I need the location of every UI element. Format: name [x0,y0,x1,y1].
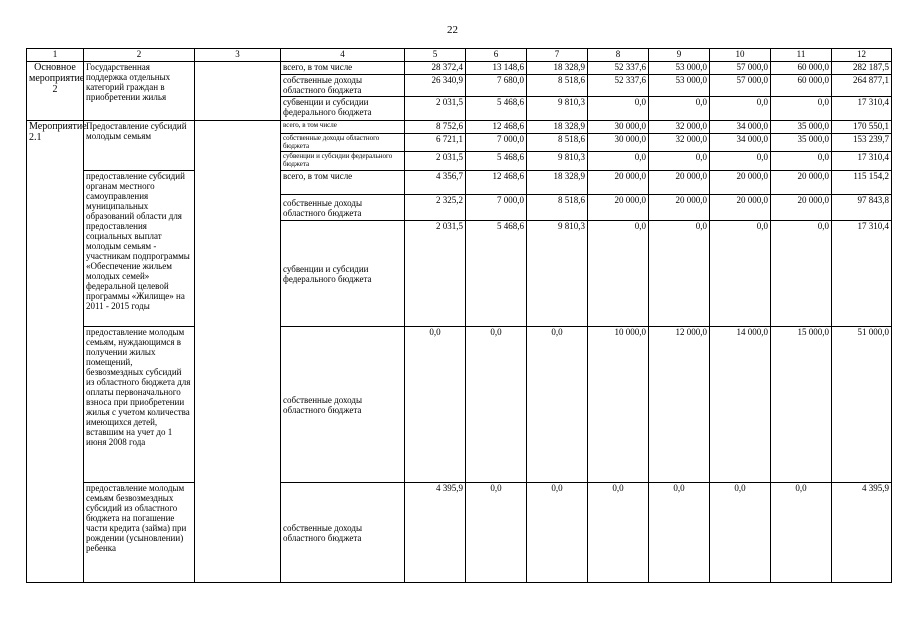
value-cell: 4 356,7 [405,171,466,195]
value-cell: 0,0 [771,221,832,327]
value-cell: 0,0 [710,97,771,121]
value-cell: 17 310,4 [832,97,892,121]
value-cell: 34 000,0 [710,121,771,134]
empty-cell [195,62,281,121]
column-header: 4 [281,49,405,62]
funding-source: собственные доходы областного бюджета [281,195,405,221]
value-cell: 0,0 [588,483,649,583]
funding-source: всего, в том числе [281,171,405,195]
event-description: Государственная поддержка отдельных категорий граждан в приобретении жилья [84,62,195,121]
value-cell: 18 328,9 [527,121,588,134]
value-cell: 57 000,0 [710,75,771,97]
value-cell: 170 550,1 [832,121,892,134]
value-cell: 20 000,0 [649,195,710,221]
value-cell: 20 000,0 [649,171,710,195]
value-cell: 60 000,0 [771,62,832,75]
value-cell: 4 395,9 [832,483,892,583]
value-cell: 0,0 [771,483,832,583]
value-cell: 35 000,0 [771,134,832,152]
value-cell: 52 337,6 [588,75,649,97]
value-cell: 2 031,5 [405,221,466,327]
funding-source: субвенции и субсидии федерального бюджета [281,221,405,327]
value-cell: 10 000,0 [588,327,649,483]
value-cell: 32 000,0 [649,134,710,152]
value-cell: 20 000,0 [710,195,771,221]
value-cell: 15 000,0 [771,327,832,483]
table-row [27,121,892,134]
value-cell: 0,0 [588,221,649,327]
value-cell: 53 000,0 [649,75,710,97]
value-cell: 9 810,3 [527,97,588,121]
value-cell: 35 000,0 [771,121,832,134]
value-cell: 12 000,0 [649,327,710,483]
value-cell: 97 843,8 [832,195,892,221]
value-cell: 30 000,0 [588,121,649,134]
value-cell: 6 721,1 [405,134,466,152]
column-header: 5 [405,49,466,62]
event-description: Предоставление субсидий молодым семьям [84,121,195,171]
column-header: 2 [84,49,195,62]
value-cell: 20 000,0 [588,171,649,195]
value-cell: 20 000,0 [771,171,832,195]
column-header: 11 [771,49,832,62]
value-cell: 32 000,0 [649,121,710,134]
table-row [27,327,892,483]
value-cell: 0,0 [710,483,771,583]
value-cell: 20 000,0 [771,195,832,221]
table-row [27,171,892,195]
column-header: 1 [27,49,84,62]
value-cell: 0,0 [649,221,710,327]
funding-source: собственные доходы областного бюджета [281,134,405,152]
value-cell: 28 372,4 [405,62,466,75]
value-cell: 18 328,9 [527,62,588,75]
value-cell: 0,0 [527,327,588,483]
value-cell: 7 000,0 [466,134,527,152]
measure-description: предоставление молодым семьям, нуждающимся в получении жилых помещений, безвозмездных субсидий из областного бюджета для оплаты первоначального взноса при приобретении жилья с учетом количества имеющихся детей, вставшим на учет до 1 июня 2008 года [84,327,195,483]
value-cell: 34 000,0 [710,134,771,152]
value-cell: 18 328,9 [527,171,588,195]
funding-source: субвенции и субсидии федерального бюджета [281,152,405,171]
value-cell: 52 337,6 [588,62,649,75]
value-cell: 8 518,6 [527,195,588,221]
value-cell: 2 325,2 [405,195,466,221]
value-cell: 8 752,6 [405,121,466,134]
value-cell: 13 148,6 [466,62,527,75]
value-cell: 5 468,6 [466,97,527,121]
table-row [27,483,892,583]
value-cell: 9 810,3 [527,152,588,171]
value-cell: 0,0 [527,483,588,583]
column-header: 10 [710,49,771,62]
value-cell: 0,0 [710,152,771,171]
value-cell: 0,0 [649,483,710,583]
value-cell: 0,0 [588,152,649,171]
value-cell: 4 395,9 [405,483,466,583]
value-cell: 57 000,0 [710,62,771,75]
event-label: Основное мероприятие 2 [27,62,84,121]
value-cell: 26 340,9 [405,75,466,97]
value-cell: 0,0 [649,152,710,171]
value-cell: 153 239,7 [832,134,892,152]
value-cell: 17 310,4 [832,221,892,327]
funding-source: собственные доходы областного бюджета [281,327,405,483]
value-cell: 5 468,6 [466,152,527,171]
column-header: 7 [527,49,588,62]
page-number: 22 [447,24,458,36]
value-cell: 264 877,1 [832,75,892,97]
value-cell: 51 000,0 [832,327,892,483]
value-cell: 12 468,6 [466,171,527,195]
column-header: 3 [195,49,281,62]
funding-source: собственные доходы областного бюджета [281,75,405,97]
value-cell: 17 310,4 [832,152,892,171]
column-header: 6 [466,49,527,62]
measure-description: предоставление молодым семьям безвозмездных субсидий из областного бюджета на погашение части кредита (займа) при рождении (усыновлении) ребенка [84,483,195,583]
value-cell: 8 518,6 [527,134,588,152]
value-cell: 5 468,6 [466,221,527,327]
value-cell: 12 468,6 [466,121,527,134]
value-cell: 7 680,0 [466,75,527,97]
value-cell: 30 000,0 [588,134,649,152]
column-header: 12 [832,49,892,62]
value-cell: 0,0 [405,327,466,483]
value-cell: 2 031,5 [405,152,466,171]
value-cell: 9 810,3 [527,221,588,327]
value-cell: 20 000,0 [588,195,649,221]
table-row [27,62,892,75]
event-label: Мероприятие 2.1 [27,121,84,583]
column-header: 9 [649,49,710,62]
funding-source: всего, в том числе [281,62,405,75]
value-cell: 0,0 [466,483,527,583]
value-cell: 60 000,0 [771,75,832,97]
column-header: 8 [588,49,649,62]
value-cell: 14 000,0 [710,327,771,483]
value-cell: 0,0 [710,221,771,327]
value-cell: 20 000,0 [710,171,771,195]
value-cell: 0,0 [466,327,527,483]
value-cell: 0,0 [771,152,832,171]
measure-description: предоставление субсидий органам местного самоуправления муниципальных образований области для предоставления социальных выплат молодым семьям - участникам подпрограммы «Обеспечение жильем молодых семей» федеральной целевой программы «Жилище» на 2011 - 2015 годы [84,171,195,327]
funding-source: всего, в том числе [281,121,405,134]
value-cell: 53 000,0 [649,62,710,75]
empty-cell [195,121,281,583]
header-row [27,49,892,62]
value-cell: 0,0 [771,97,832,121]
funding-source: собственные доходы областного бюджета [281,483,405,583]
value-cell: 115 154,2 [832,171,892,195]
budget-table [26,48,892,583]
funding-source: субвенции и субсидии федерального бюджета [281,97,405,121]
value-cell: 0,0 [588,97,649,121]
value-cell: 8 518,6 [527,75,588,97]
value-cell: 0,0 [649,97,710,121]
value-cell: 2 031,5 [405,97,466,121]
value-cell: 282 187,5 [832,62,892,75]
value-cell: 7 000,0 [466,195,527,221]
